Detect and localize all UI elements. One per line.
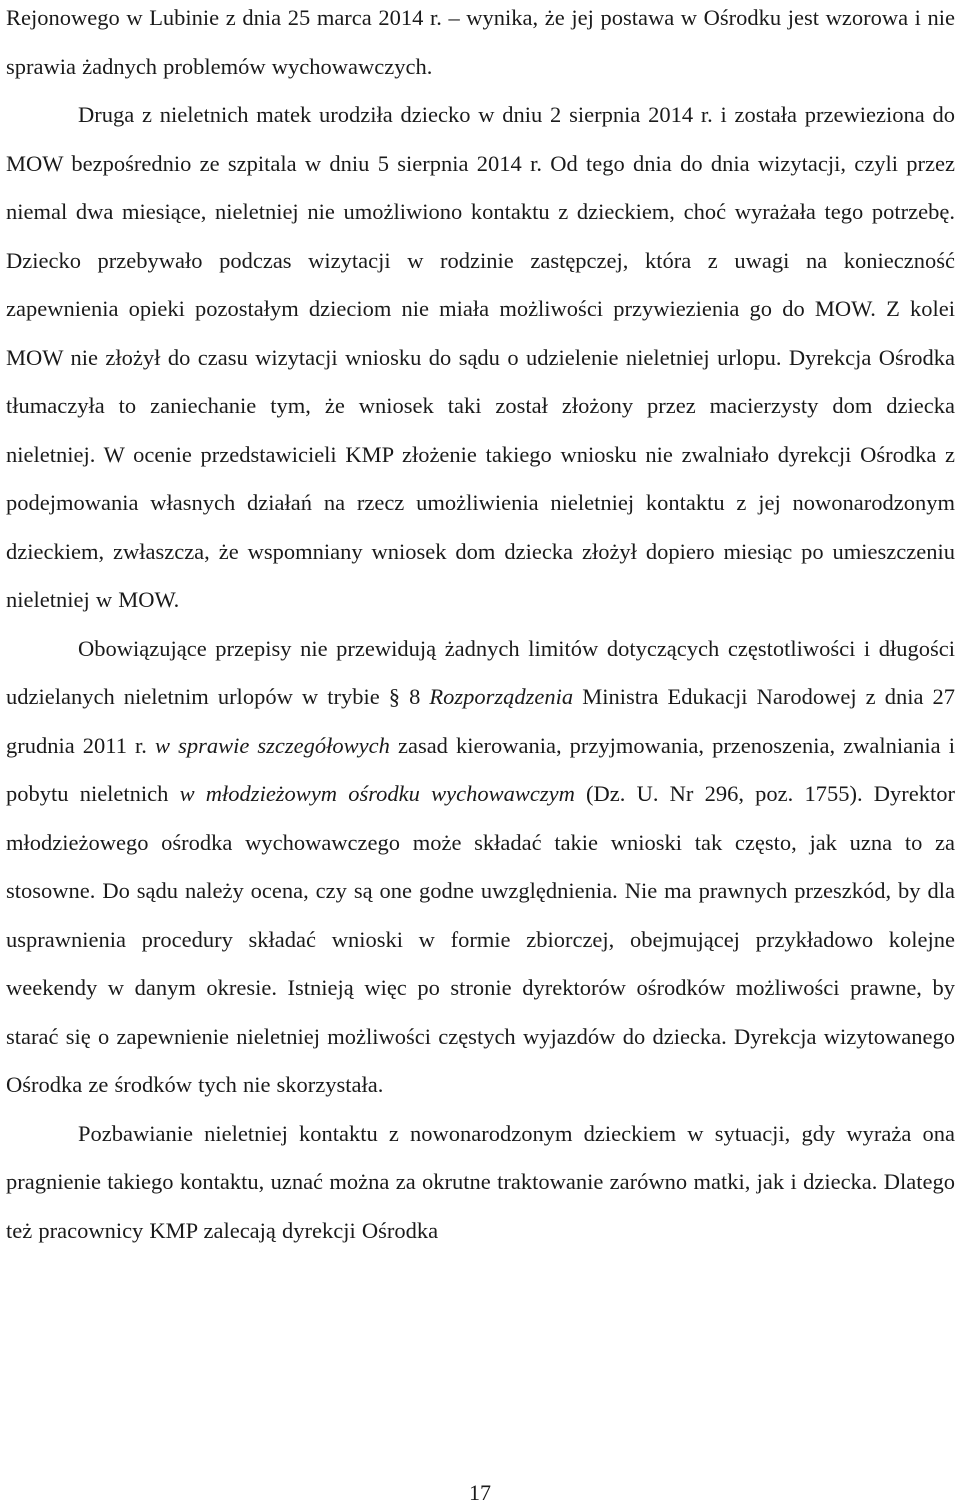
page-number: 17	[469, 1480, 491, 1505]
regulations-text-4: (Dz. U. Nr 296, poz. 1755). Dyrektor młodzieżowego ośrodka wychowawczego może składać takie wnioski tak często, jak uzna to za stosowne. Do sądu należy ocena, czy są one godne uwzględnienia. Nie ma prawnych przeszkód, by dla usprawnienia procedury składać wnioski w formie zbiorczej, obejmującej przykładowo kolejne weekendy w danym okresie. Istnieją więc po stronie dyrektorów ośrodków możliwości prawne, by starać się o zapewnienie nieletniej możliwości częstych wyjazdów do dziecka. Dyrekcja wizytowanego Ośrodka ze środków tych nie skorzystała.	[6, 781, 956, 1097]
paragraph-recommendation: Pozbawianie nieletniej kontaktu z nowonarodzonym dzieckiem w sytuacji, gdy wyraża ona pragnienie takiego kontaktu, uznać można za okrutne traktowanie zarówno matki, jak i dziecka. Dlatego też pracownicy KMP zalecają dyrekcji Ośrodka	[6, 1120, 955, 1243]
regulations-text-3: zasad kierowania, przyjmowania, przenoszenia, zwalniania i pobytu nieletnich	[6, 732, 955, 806]
regulations-text-1: Obowiązujące przepisy nie przewidują żadnych limitów dotyczących częstotliwości i długości udzielanych nieletnim urlopów w trybie § 8	[6, 635, 955, 709]
regulation-title-italic-2: w sprawie szczegółowych	[155, 732, 390, 758]
regulation-title-italic-3: w młodzieżowym ośrodku wychowawczym	[179, 781, 575, 806]
paragraph-second-mother: Druga z nieletnich matek urodziła dziecko w dniu 2 sierpnia 2014 r. i została przewieziona do MOW bezpośrednio ze szpitala w dniu 5 sierpnia 2014 r. Od tego dnia do dnia wizytacji, czyli przez niemal dwa miesiące, nieletniej nie umożliwiono kontaktu z dzieckiem, choć wyrażała tego potrzebę. Dziecko przebywało podczas wizytacji w rodzinie zastępczej, która z uwagi na konieczność zapewnienia opieki pozostałym dzieciom nie miała możliwości przywiezienia go do MOW. Z kolei MOW nie złożył do czasu wizytacji wniosku do sądu o udzielenie nieletniej urlopu. Dyrekcja Ośrodka tłumaczyła to zaniechanie tym, że wniosek taki został złożony przez macierzysty dom dziecka nieletniej. W ocenie przedstawicieli KMP złożenie takiego wniosku nie zwalniało dyrekcji Ośrodka z podejmowania własnych działań na rzecz umożliwienia nieletniej kontaktu z jej nowonarodzonym dzieckiem, zwłaszcza, że wspomniany wniosek dom dziecka złożył dopiero miesiąc po umieszczeniu nieletniej w MOW.	[6, 102, 955, 612]
document-page	[6, 0, 955, 1255]
regulations-text-2: Ministra Edukacji Narodowej z dnia 27 grudnia 2011 r.	[6, 684, 956, 758]
paragraph-regulations	[6, 625, 955, 1110]
regulation-title-italic-1: Rozporządzenia	[429, 684, 574, 709]
paragraph-continuation: Rejonowego w Lubinie z dnia 25 marca 2014 r. – wynika, że jej postawa w Ośrodku jest wzorowa i nie sprawia żadnych problemów wychowawczych.	[6, 5, 955, 79]
